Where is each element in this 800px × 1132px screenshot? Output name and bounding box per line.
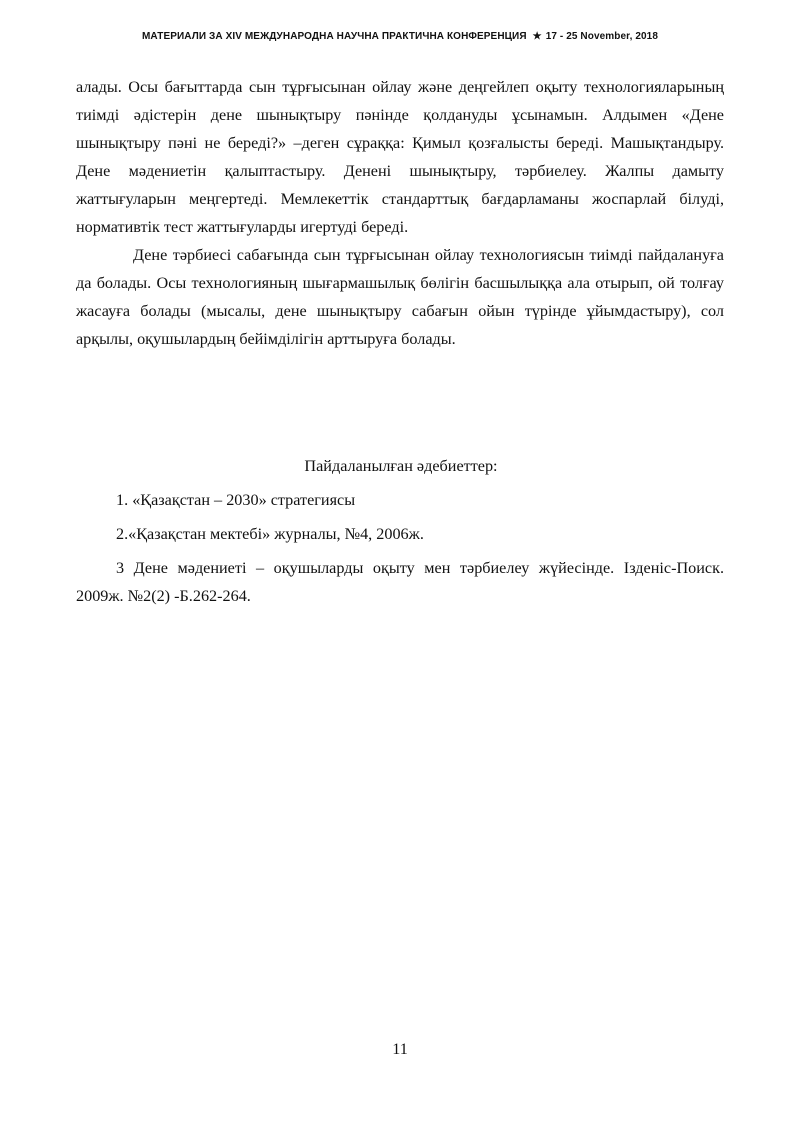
running-header xyxy=(0,31,800,42)
page-number: 11 xyxy=(392,1040,408,1058)
reference-item-2: 2.«Қазақстан мектебі» журналы, №4, 2006ж. xyxy=(116,525,424,543)
body-text xyxy=(76,73,724,353)
body-paragraph-2: Дене тәрбиесі сабағында сын тұрғысынан ойлау технологиясын тиімді пайдалануға да болады. Осы технологияның шығармашылық бөлігін басшылыққа ала отырып, ой толғау жасауға болады (мысалы, дене шынықтыру сабағын ойын түрінде ұйымдастыру), сол арқылы, оқушылардың бейімділігін арттыруға болады. xyxy=(76,246,724,348)
reference-item-3: 3 Дене мәдениеті – оқушыларды оқыту мен тәрбиелеу жүйесінде. Ізденіс-Поиск. 2009ж. №2(2) -Б.262-264. xyxy=(76,559,724,605)
references-section xyxy=(76,452,724,616)
header-dates: 17 - 25 November, 2018 xyxy=(545,31,658,42)
body-paragraph-1: алады. Осы бағыттарда сын тұрғысынан ойлау және деңгейлеп оқыту технологияларының тиімді әдістерін дене шынықтыру пәнінде қолдануды ұсынамын. Алдымен «Дене шынықтыру пәні не береді?» –деген сұраққа: Қимыл қозғалысты береді. Машықтандыру. Дене мәдениетін қалыптастыру. Денені шынықтыру, тәрбиелеу. Жалпы дамыту жаттығуларын меңгертеді. Мемлекеттік стандарттық бағдарламаны жоспарлай білуді, нормативтік тест жаттығуларды игертуді береді. xyxy=(76,78,724,236)
references-title: Пайдаланылған әдебиеттер: xyxy=(304,457,498,475)
header-conference-title: МАТЕРИАЛИ ЗА XIV МЕЖДУНАРОДНА НАУЧНА ПРАКТИЧНА КОНФЕРЕНЦИЯ xyxy=(142,31,527,42)
reference-item-1: 1. «Қазақстан – 2030» стратегиясы xyxy=(116,491,356,509)
star-icon: ★ xyxy=(532,31,542,42)
